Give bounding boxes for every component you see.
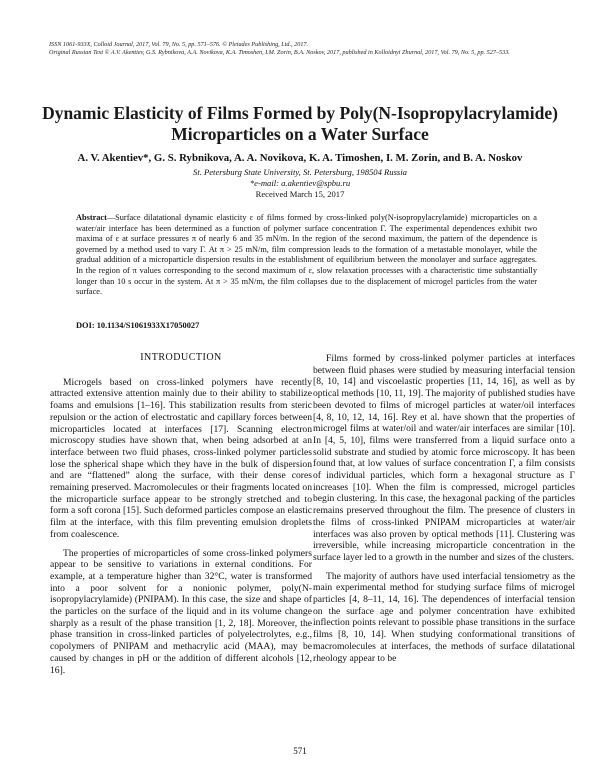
paragraph: The majority of authors have used interfacial tensiometry as the main experimental method for studying surface films of microgel particles [4, 8–11, 14, 16]. The dependences of interfacial tension on the surface age and polymer concentration have exhibited inflection points relevant to possible phase transitions in the surface films [8, 10, 14]. When studying conformational transitions of macromolecules at interfaces, the methods of surface dilatational rheology appear to be [313,570,575,664]
journal-header [49,41,569,57]
paragraph: Microgels based on cross-linked polymers have recently attracted extensive attention mainly due to their ability to stabilize foams and emulsions [1–16]. This stabilization results from steric repulsion or the action of electrostatic and capillary forces between microparticles located at interfaces [17]. Scanning electron microscopy studies have shown that, when being adsorbed at an interface between two fluid phases, cross-linked polymer particles lose the spherical shape which they have in the bulk of dispersion and are “flattened” along the surface, with their dense cores remaining preserved. Macromolecules or their fragments located on the microparticle surface appear to be strongly stretched and to form a soft corona [15]. Such deformed particles compose an elastic film at the interface, with this film preventing emulsion droplets from coalescence. [50,376,312,540]
right-column [313,353,575,664]
affiliation: St. Petersburg State University, St. Petersburg, 198504 Russia [193,167,407,177]
title-line-2: Microparticles on a Water Surface [171,124,429,144]
header-line-1: ISSN 1061-933X, Colloid Journal, 2017, Vol. 79, No. 5, pp. 571–576. © Pleiades Publishing, Ltd., 2017. [49,41,309,48]
abstract-text: —Surface dilatational dynamic elasticity ε of films formed by cross-linked poly(N-isopropylacrylamide) microparticles on a water/air interface has been determined as a function of polymer surface concentration Γ. The experimental dependences exhibit two maxima of ε at surface pressures π of nearly 6 and 35 mN/m. In the region of the second maximum, the pattern of the dependence is governed by a method used to vary Γ. At π > 25 mN/m, film compression leads to the formation of a metastable monolayer, while the gradual addition of a microparticle dispersion results in the establishment of equilibrium between the monolayer and surface aggregates. In the region of π values corresponding to the second maximum of ε, slow relaxation processes with a characteristic time substantially longer than 10 s occur in the system. At π > 35 mN/m, the film collapses due to the displacement of microgel particles from the water surface. [76,213,537,297]
left-column [50,352,312,676]
title-line-1: Dynamic Elasticity of Films Formed by Poly(N-Isopropylacrylamide) [42,103,558,123]
page-number: 571 [293,746,307,756]
paragraph: Films formed by cross-linked polymer particles at interfaces between fluid phases were studied by measuring interfacial tension [8, 10, 14] and viscoelastic properties [11, 14, 16], as well as by optical methods [10, 11, 19]. The majority of published studies have been devoted to films of microgel particles at water/oil interfaces [4, 8, 10, 12, 14, 16]. Rey et al. have shown that the properties of microgel films at water/oil and water/air interfaces are similar [10]. In [4, 5, 10], films were transferred from a liquid surface onto a solid substrate and studied by atomic force microscopy. It has been found that, at low values of surface concentration Γ, a film consists of individual particles, which form a hexagonal structure as Γ increases [10]. When the film is compressed, microgel particles begin clustering. In this case, the hexagonal packing of the particles remains preserved throughout the film. The presence of clusters in the films of cross-linked PNIPAM microparticles at water/air interfaces was also proven by optical methods [11]. Clustering was irreversible, while increasing microparticle concentration in the surface layer led to a growth in the number and sizes of the clusters. [313,353,575,563]
section-heading-introduction: INTRODUCTION [140,352,222,363]
author-list: A. V. Akentiev*, G. S. Rybnikova, A. A. Novikova, K. A. Timoshen, I. M. Zorin, and B. A. Noskov [77,152,523,164]
received-date: Received March 15, 2017 [255,189,345,199]
paragraph: The properties of microparticles of some cross-linked polymers appear to be sensitive to variations in external conditions. For example, at a temperature higher than 32°C, water is transformed into a poor solvent for a nonionic polymer, poly(N-isopropylacrylamide) (PNIPAM). In this case, the size and shape of the particles on the surface of the liquid and in its volume change sharply as a result of the phase transition [1, 2, 18]. Moreover, the phase transition in cross-linked particles of polyelectrolytes, e.g., copolymers of PNIPAM and methacrylic acid (MAA), may be caused by changes in pH or the addition of different alcohols [12, 16]. [50,547,312,676]
paper-title [20,103,580,145]
header-line-2: Original Russian Text © A.V. Akentiev, G.S. Rybnikova, A.A. Novikova, K.A. Timoshen, I.M. Zorin, B.A. Noskov, 2017, published in Kolloidnyi Zhurnal, 2017, Vol. 79, No. 5, pp. 527–533. [49,49,510,56]
abstract [76,213,537,298]
affiliation-block [20,167,580,200]
email: *e-mail: a.akentiev@spbu.ru [249,178,351,188]
abstract-label: Abstract [76,213,107,222]
doi: DOI: 10.1134/S1061933X17050027 [76,321,200,330]
